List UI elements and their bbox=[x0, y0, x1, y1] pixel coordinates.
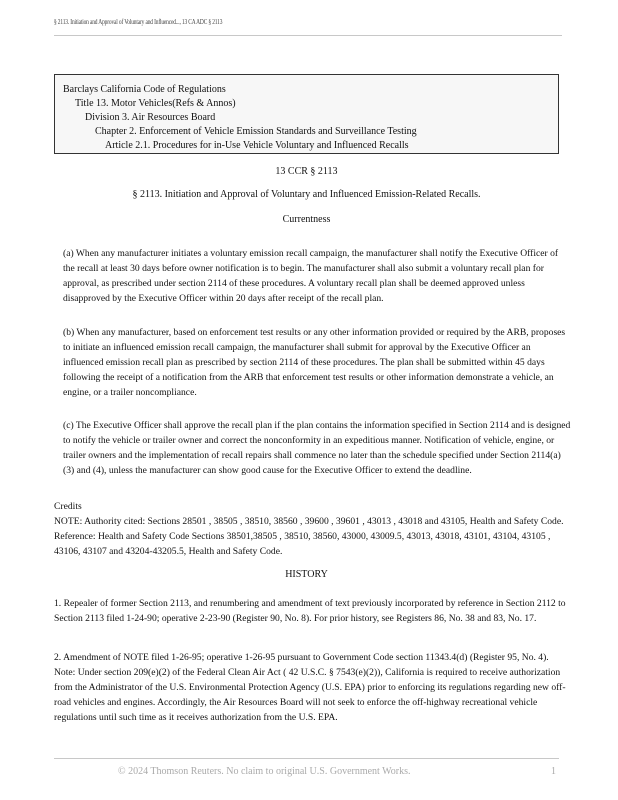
currentness-label: Currentness bbox=[282, 214, 331, 225]
credits-note: NOTE: Authority cited: Sections 28501 , 38505 , 38510, 38560 , 39600 , 39601 , 43013 , 43018 and 43105, Health and Safety Code. Reference: Health and Safety Code Sections 38501,38505 , 38510, 38560, 43000, 43009.5, 43013, 43018, 43101, 43104, 43105 , 43106, 43107 and 43204-43205.5, Health and Safety Code. bbox=[54, 516, 564, 557]
section-title: § 2113. Initiation and Approval of Voluntary and Influenced Emission-Related Recalls. bbox=[132, 189, 481, 200]
citation-division: Division 3. Air Resources Board bbox=[85, 112, 216, 123]
citation-article: Article 2.1. Procedures for in-Use Vehicle Voluntary and Influenced Recalls bbox=[105, 140, 409, 151]
history-item: 2. Amendment of NOTE filed 1-26-95; operative 1-26-95 pursuant to Government Code section 11343.4(d) (Register 95, No. 4). Note: Under section 209(e)(2) of the Federal Clean Air Act ( 42 U.S.C. § 7543(e)(2)), California is required to receive authorization from the Administrator of the U.S. Environmental Protection Agency (U.S. EPA) prior to enforcing its regulations regarding new off-road vehicles and engines. Accordingly, the Air Resources Board will not seek to enforce the off-highway recreational vehicle regulations until such time as it receives authorization from the U.S. EPA. bbox=[54, 652, 566, 723]
ccr-citation: 13 CCR § 2113 bbox=[275, 166, 338, 177]
footer-divider bbox=[54, 758, 559, 759]
paragraph-c: (c) The Executive Officer shall approve the recall plan if the plan contains the information specified in Section 2114 and is designed to notify the vehicle or trailer owner and correct the nonconformity in an expeditious manner. Notification of vehicle, engine, or trailer owners and the implementation of recall repairs shall commence no later than the schedule specified under Section 2114(a)(3) and (4), unless the manufacturer can show good cause for the Executive Officer to extend the deadline. bbox=[63, 420, 571, 476]
history-heading: HISTORY bbox=[285, 569, 328, 580]
header-divider bbox=[54, 35, 562, 36]
running-header: § 2113. Initiation and Approval of Voluntary and Influenced..., 13 CA ADC § 2113 bbox=[54, 18, 223, 26]
paragraph-a: (a) When any manufacturer initiates a voluntary emission recall campaign, the manufacturer shall notify the Executive Officer of the recall at least 30 days before owner notification is to begin. The manufacturer shall also submit a voluntary recall plan for approval, as prescribed under section 2114 of these procedures. A voluntary recall plan shall be deemed approved unless disapproved by the Executive Officer within 20 days after receipt of the recall plan. bbox=[63, 248, 559, 304]
history-item: 1. Repealer of former Section 2113, and renumbering and amendment of text previously incorporated by reference in Section 2112 to Section 2113 filed 1-24-90; operative 2-23-90 (Register 90, No. 8). For prior history, see Registers 86, No. 38 and 83, No. 17. bbox=[54, 598, 566, 624]
paragraph-b: (b) When any manufacturer, based on enforcement test results or any other information provided or required by the ARB, proposes to initiate an influenced emission recall campaign, the manufacturer shall submit for approval by the Executive Officer an influenced emission recall plan as prescribed by section 2114 of these procedures. The plan shall be submitted within 45 days following the receipt of a notification from the ARB that enforcement test results or other information demonstrate a vehicle, an engine, or a trailer noncompliance. bbox=[63, 327, 566, 398]
page-number: 1 bbox=[551, 766, 556, 777]
citation-publisher: Barclays California Code of Regulations bbox=[63, 84, 226, 95]
copyright-notice: © 2024 Thomson Reuters. No claim to original U.S. Government Works. bbox=[118, 766, 411, 777]
credits-label: Credits bbox=[54, 501, 82, 512]
citation-chapter: Chapter 2. Enforcement of Vehicle Emission Standards and Surveillance Testing bbox=[95, 126, 417, 137]
citation-title: Title 13. Motor Vehicles(Refs & Annos) bbox=[75, 98, 236, 109]
citation-box bbox=[54, 74, 559, 154]
